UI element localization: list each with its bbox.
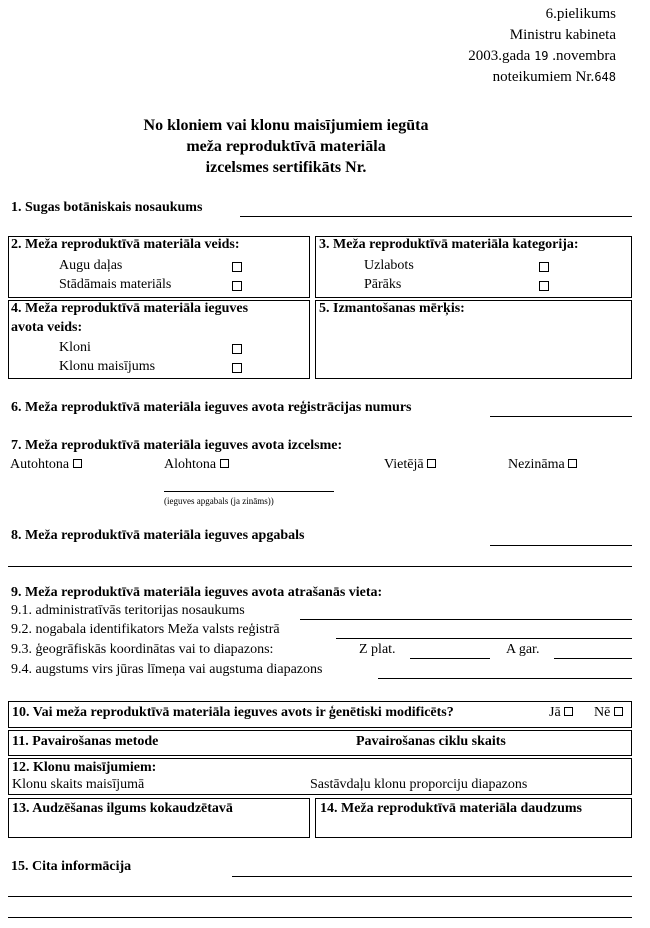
s7-opt3 [384, 457, 436, 473]
rule-number: 648 [594, 70, 616, 84]
s7-label: 7. Meža reproduktīvā materiāla ieguves avota izcelsme: [11, 438, 343, 453]
s9-lat-label: Z plat. [359, 642, 396, 657]
rule-prefix: noteikumiem Nr. [492, 69, 595, 85]
s7-opt4 [508, 457, 577, 473]
s3-opt2-label: Pārāks [364, 277, 402, 292]
date-day: 19 [534, 49, 549, 63]
s15-line-2[interactable] [8, 896, 632, 897]
s3-label: 3. Meža reproduktīvā materiāla kategorija: [319, 237, 579, 252]
s9-item4: 9.4. augstums virs jūras līmeņa vai augstuma diapazons [11, 662, 323, 677]
s12-label: 12. Klonu maisījumiem: [12, 760, 157, 775]
s9-lon-field[interactable] [554, 658, 632, 659]
s11-label: 11. Pavairošanas metode [12, 734, 159, 749]
s10-yes-checkbox[interactable] [564, 707, 573, 716]
s6-field[interactable] [490, 416, 632, 417]
s12-count: Klonu skaits maisījumā [12, 777, 145, 792]
title-line-2: meža reproduktīvā materiāla [186, 138, 386, 155]
s2-opt2-label: Stādāmais materiāls [59, 277, 172, 292]
s4-opt1-label: Kloni [59, 340, 91, 355]
s7-opt1 [10, 457, 82, 473]
s7-opt2 [164, 457, 229, 473]
date-line [468, 48, 616, 65]
s7-opt3-checkbox[interactable] [427, 459, 436, 468]
s2-opt2-checkbox[interactable] [232, 281, 242, 291]
s1-field[interactable] [240, 216, 632, 217]
s7-opt2-label: Alohtona [164, 457, 217, 472]
s7-opt1-checkbox[interactable] [73, 459, 82, 468]
s10-no-label: Nē [594, 705, 611, 720]
s9-item4-field[interactable] [378, 678, 632, 679]
s1-label: 1. Sugas botāniskais nosaukums [11, 200, 203, 215]
date-suffix: .novembra [552, 48, 616, 64]
s9-item2: 9.2. nogabala identifikators Meža valsts reģistrā [11, 622, 280, 637]
s2-label: 2. Meža reproduktīvā materiāla veids: [11, 237, 240, 252]
s10-no [594, 705, 623, 721]
s4-opt2-label: Klonu maisījums [59, 359, 156, 374]
title-line-1: No kloniem vai klonu maisījumiem iegūta [143, 117, 429, 134]
s2-opt1-checkbox[interactable] [232, 262, 242, 272]
s9-label: 9. Meža reproduktīvā materiāla ieguves avota atrašanās vieta: [11, 585, 383, 600]
s11-cycles-label: Pavairošanas ciklu skaits [356, 734, 506, 749]
s10-yes-label: Jā [549, 705, 561, 720]
s14-label: 14. Meža reproduktīvā materiāla daudzums [320, 801, 582, 816]
s2-opt1-label: Augu daļas [59, 258, 123, 273]
s7-note: (ieguves apgabals (ja zināms)) [164, 496, 274, 506]
s7-opt1-label: Autohtona [10, 457, 70, 472]
s7-opt2-checkbox[interactable] [220, 459, 229, 468]
s4-label-1: 4. Meža reproduktīvā materiāla ieguves [11, 301, 249, 316]
s4-opt2-checkbox[interactable] [232, 363, 242, 373]
s7-opt3-label: Vietējā [384, 457, 424, 472]
s8-label: 8. Meža reproduktīvā materiāla ieguves apgabals [11, 528, 305, 543]
s12-range: Sastāvdaļu klonu proporciju diapazons [310, 777, 528, 792]
s3-opt1-label: Uzlabots [364, 258, 414, 273]
s9-item1-field[interactable] [300, 619, 632, 620]
s3-opt2-checkbox[interactable] [539, 281, 549, 291]
s7-region-field[interactable] [164, 491, 334, 492]
s9-item2-field[interactable] [336, 638, 632, 639]
s3-opt1-checkbox[interactable] [539, 262, 549, 272]
annex-label: 6.pielikums [545, 6, 616, 22]
s7-opt4-label: Nezināma [508, 457, 565, 472]
s15-label: 15. Cita informācija [11, 859, 132, 874]
s4-opt1-checkbox[interactable] [232, 344, 242, 354]
date-prefix: 2003.gada [468, 48, 531, 64]
s5-label: 5. Izmantošanas mērķis: [319, 301, 465, 316]
rule-line [493, 69, 616, 86]
s10-no-checkbox[interactable] [614, 707, 623, 716]
s10-label: 10. Vai meža reproduktīvā materiāla ieguves avots ir ģenētiski modificēts? [12, 705, 454, 720]
title-line-3: izcelsmes sertifikāts Nr. [205, 159, 367, 176]
ministry-label: Ministru kabineta [509, 27, 616, 43]
s4-label-2: avota veids: [11, 320, 83, 335]
s15-line-3[interactable] [8, 917, 632, 918]
s15-field[interactable] [232, 876, 632, 877]
s9-item3: 9.3. ģeogrāfiskās koordinātas vai to diapazons: [11, 642, 274, 657]
s8-field[interactable] [490, 545, 632, 546]
s9-item1: 9.1. administratīvās teritorijas nosaukums [11, 603, 245, 618]
s9-lon-label: A gar. [506, 642, 540, 657]
s13-label: 13. Audzēšanas ilgums kokaudzētavā [12, 801, 233, 816]
s6-label: 6. Meža reproduktīvā materiāla ieguves avota reģistrācijas numurs [11, 400, 412, 415]
s8-divider [8, 566, 632, 567]
s9-lat-field[interactable] [410, 658, 490, 659]
s10-yes [549, 705, 573, 721]
s7-opt4-checkbox[interactable] [568, 459, 577, 468]
